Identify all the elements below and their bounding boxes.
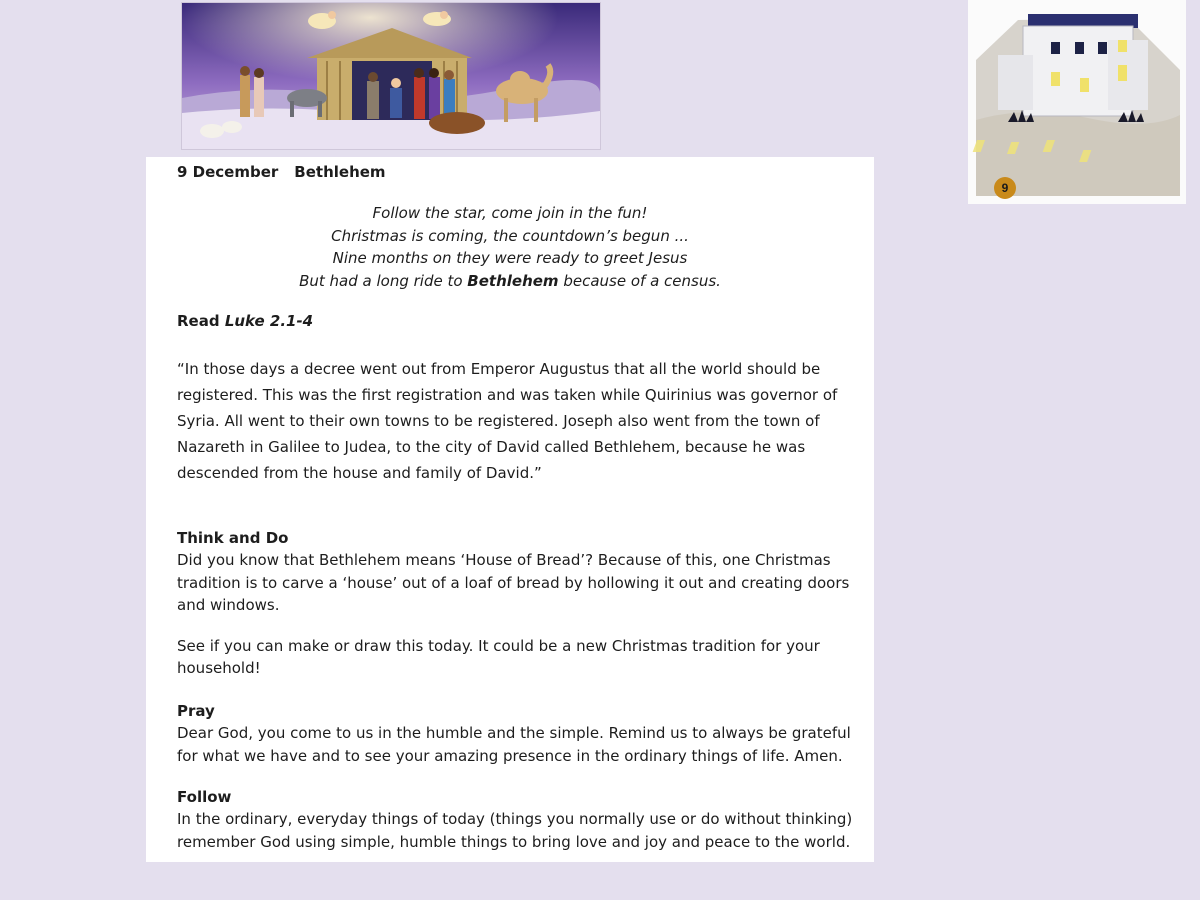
think-and-do-section	[177, 527, 857, 680]
quote-line: “In those days a decree went out from Emperor Augustus that all the world should be	[177, 360, 821, 378]
page-heading	[177, 163, 386, 181]
nativity-scene-illustration	[181, 2, 601, 150]
section-line: In the ordinary, everyday things of today (things you normally use or do without thinking)	[177, 810, 853, 828]
section-title: Follow	[177, 788, 232, 806]
devotional-page	[146, 157, 874, 862]
bethlehem-house-illustration	[968, 0, 1186, 204]
section-line: See if you can make or draw this today. It could be a new Christmas tradition for your	[177, 636, 820, 655]
follow-section	[177, 786, 857, 853]
quote-line: registered. This was the first registration and was taken while Quirinius was governor of	[177, 386, 838, 404]
pray-section	[177, 700, 857, 767]
poem	[146, 202, 874, 292]
place-label: Bethlehem	[294, 163, 386, 181]
section-line: tradition is to carve a ‘house’ out of a loaf of bread by hollowing it out and creating doors	[177, 573, 850, 592]
section-line: remember God using simple, humble things to bring love and joy and peace to the world.	[177, 832, 851, 851]
section-title: Pray	[177, 702, 215, 720]
scripture-quote	[177, 356, 857, 486]
section-line: Dear God, you come to us in the humble and the simple. Remind us to always be grateful	[177, 724, 851, 742]
scripture-reference: Read Luke 2.1-4	[177, 312, 314, 330]
poem-line: Nine months on they were ready to greet Jesus	[332, 249, 688, 267]
quote-line: Nazareth in Galilee to Judea, to the city of David called Bethlehem, because he was	[177, 438, 806, 456]
section-line: household!	[177, 659, 261, 677]
poem-line: Follow the star, come join in the fun!	[372, 204, 648, 222]
quote-line: descended from the house and family of David.”	[177, 464, 542, 482]
quote-line: Syria. All went to their own towns to be registered. Joseph also went from the town of	[177, 412, 820, 430]
date-label: 9 December	[177, 163, 279, 181]
bold-place: Bethlehem	[467, 271, 559, 290]
day-number-badge: 9	[994, 177, 1016, 199]
poem-line: Christmas is coming, the countdown’s begun ...	[331, 226, 689, 245]
section-line: Did you know that Bethlehem means ‘House of Bread’? Because of this, one Christmas	[177, 551, 831, 569]
section-line: for what we have and to see your amazing presence in the ordinary things of life. Amen.	[177, 746, 843, 765]
section-title: Think and Do	[177, 529, 289, 547]
section-line: and windows.	[177, 596, 280, 614]
scripture-ref: Luke 2.1-4	[224, 312, 314, 330]
poem-line: But had a long ride to Bethlehem because of a census.	[299, 271, 721, 290]
